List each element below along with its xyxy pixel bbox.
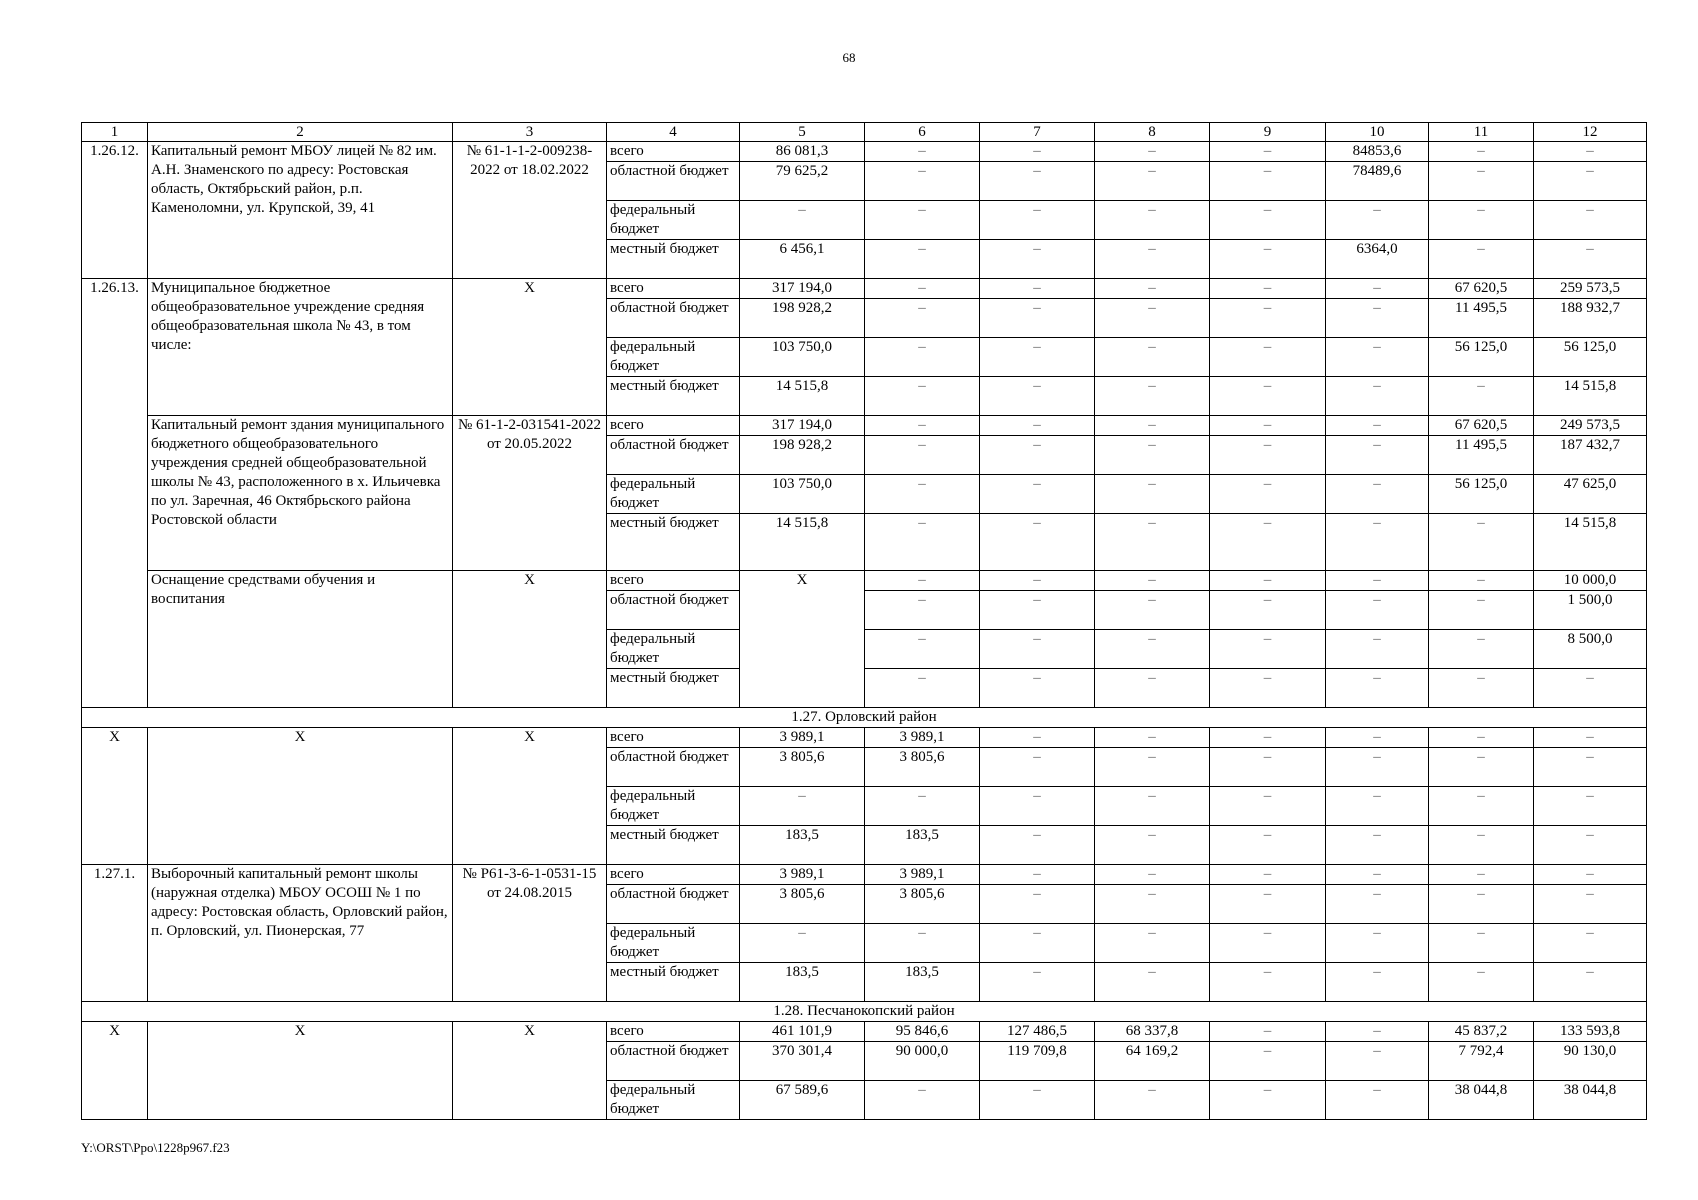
dash-cell: – (1210, 240, 1326, 279)
dash-cell: – (865, 475, 980, 514)
source-label: местный бюджет (607, 240, 740, 279)
dash-cell: – (1326, 826, 1429, 865)
column-header-6: 6 (865, 123, 980, 142)
dash-cell: – (865, 377, 980, 416)
dash-cell: – (1210, 963, 1326, 1002)
dash-cell: – (1534, 240, 1647, 279)
table-row (82, 279, 1647, 299)
dash-cell: – (865, 787, 980, 826)
dash-cell: – (865, 669, 980, 708)
dash-cell: – (1429, 826, 1534, 865)
dash-cell: – (865, 240, 980, 279)
source-label: всего (607, 865, 740, 885)
value-cell: 3 805,6 (740, 885, 865, 924)
dash-cell: – (1095, 885, 1210, 924)
dash-cell: – (980, 436, 1095, 475)
dash-cell: – (980, 630, 1095, 669)
dash-cell: – (1326, 728, 1429, 748)
column-header-1: 1 (82, 123, 148, 142)
source-label: федеральный бюджет (607, 201, 740, 240)
dash-cell: – (1429, 591, 1534, 630)
dash-cell: – (1095, 826, 1210, 865)
dash-cell: – (1095, 162, 1210, 201)
column-header-2: 2 (148, 123, 453, 142)
dash-cell: – (1429, 377, 1534, 416)
table-row (82, 1022, 1647, 1042)
dash-cell: – (1534, 201, 1647, 240)
dash-cell: – (1095, 865, 1210, 885)
dash-cell: – (980, 591, 1095, 630)
dash-cell: – (1210, 669, 1326, 708)
dash-cell: – (980, 1081, 1095, 1120)
section-title: 1.28. Песчанокопский район (82, 1002, 1647, 1022)
dash-cell: – (1326, 591, 1429, 630)
dash-cell: – (1429, 924, 1534, 963)
value-cell: 67 620,5 (1429, 416, 1534, 436)
dash-cell: – (1095, 514, 1210, 571)
dash-cell: – (980, 924, 1095, 963)
table-row (82, 142, 1647, 162)
dash-cell: – (1210, 299, 1326, 338)
value-cell: 3 989,1 (740, 865, 865, 885)
source-label: областной бюджет (607, 748, 740, 787)
dash-cell: – (980, 728, 1095, 748)
source-label: всего (607, 1022, 740, 1042)
column-header-7: 7 (980, 123, 1095, 142)
dash-cell: – (1210, 475, 1326, 514)
source-label: областной бюджет (607, 1042, 740, 1081)
dash-cell: – (865, 630, 980, 669)
value-cell: 3 989,1 (740, 728, 865, 748)
item-name: Капитальный ремонт здания муниципального бюджетного общеобразовательного учреждения средней общеобразовательной школы № 43, расположенного в х. Ильичевка по ул. Заречная, 46 Октябрьского района Ростовской области (148, 416, 453, 571)
dash-cell: – (1210, 728, 1326, 748)
value-cell: 67 620,5 (1429, 279, 1534, 299)
dash-cell: – (1326, 1022, 1429, 1042)
column-header-8: 8 (1095, 123, 1210, 142)
dash-cell: – (1429, 162, 1534, 201)
dash-cell: – (1095, 630, 1210, 669)
dash-cell: – (980, 279, 1095, 299)
dash-cell: – (1534, 728, 1647, 748)
dash-cell: – (1429, 571, 1534, 591)
value-cell: 68 337,8 (1095, 1022, 1210, 1042)
dash-cell: – (1326, 377, 1429, 416)
table-row (82, 708, 1647, 728)
item-document: № 61-1-2-031541-2022 от 20.05.2022 (453, 416, 607, 571)
value-cell: 47 625,0 (1534, 475, 1647, 514)
dash-cell: – (1326, 279, 1429, 299)
dash-cell: – (1326, 885, 1429, 924)
source-label: всего (607, 416, 740, 436)
dash-cell: – (1429, 240, 1534, 279)
value-cell: 45 837,2 (1429, 1022, 1534, 1042)
dash-cell: – (1210, 416, 1326, 436)
dash-cell: – (865, 436, 980, 475)
dash-cell: – (1210, 162, 1326, 201)
value-cell: 38 044,8 (1429, 1081, 1534, 1120)
source-label: федеральный бюджет (607, 787, 740, 826)
dash-cell: – (980, 787, 1095, 826)
value-cell: 103 750,0 (740, 338, 865, 377)
value-cell: 64 169,2 (1095, 1042, 1210, 1081)
value-cell: 183,5 (865, 963, 980, 1002)
dash-cell: – (1210, 338, 1326, 377)
dash-cell: – (1326, 338, 1429, 377)
value-cell: 3 989,1 (865, 865, 980, 885)
dash-cell: – (980, 963, 1095, 1002)
value-cell: 14 515,8 (1534, 514, 1647, 571)
dash-cell: – (865, 162, 980, 201)
table-row (82, 865, 1647, 885)
value-cell: 3 805,6 (865, 885, 980, 924)
dash-cell: – (1210, 1081, 1326, 1120)
dash-cell: – (1210, 591, 1326, 630)
source-label: областной бюджет (607, 436, 740, 475)
dash-cell: – (740, 787, 865, 826)
dash-cell: – (1095, 669, 1210, 708)
item-document: X (453, 279, 607, 416)
dash-cell: – (1095, 924, 1210, 963)
source-label: местный бюджет (607, 377, 740, 416)
dash-cell: – (1429, 787, 1534, 826)
source-label: федеральный бюджет (607, 1081, 740, 1120)
dash-cell: – (1095, 201, 1210, 240)
item-document: № Р61-3-6-1-0531-15 от 24.08.2015 (453, 865, 607, 1002)
dash-cell: – (1326, 571, 1429, 591)
table-body (82, 123, 1647, 1120)
dash-cell: – (1326, 1081, 1429, 1120)
dash-cell: – (1326, 865, 1429, 885)
dash-cell: – (1429, 669, 1534, 708)
source-label: федеральный бюджет (607, 475, 740, 514)
dash-cell: – (865, 924, 980, 963)
dash-cell: – (865, 338, 980, 377)
item-document: X (453, 571, 607, 708)
dash-cell: – (980, 514, 1095, 571)
dash-cell: – (1210, 826, 1326, 865)
dash-cell: – (1534, 826, 1647, 865)
dash-cell: – (1326, 787, 1429, 826)
value-cell: 95 846,6 (865, 1022, 980, 1042)
section-title: 1.27. Орловский район (82, 708, 1647, 728)
table-row (82, 728, 1647, 748)
dash-cell: – (1429, 885, 1534, 924)
dash-cell: – (1210, 436, 1326, 475)
value-cell: 370 301,4 (740, 1042, 865, 1081)
table-row (82, 416, 1647, 436)
source-label: областной бюджет (607, 299, 740, 338)
dash-cell: – (1326, 416, 1429, 436)
value-cell: 78489,6 (1326, 162, 1429, 201)
value-cell: 79 625,2 (740, 162, 865, 201)
value-cell: 11 495,5 (1429, 436, 1534, 475)
dash-cell: – (1326, 201, 1429, 240)
dash-cell: – (1095, 142, 1210, 162)
dash-cell: – (1534, 748, 1647, 787)
source-label: федеральный бюджет (607, 338, 740, 377)
dash-cell: – (980, 377, 1095, 416)
dash-cell: – (865, 279, 980, 299)
value-cell: 127 486,5 (980, 1022, 1095, 1042)
dash-cell: – (1095, 748, 1210, 787)
value-cell: 38 044,8 (1534, 1081, 1647, 1120)
item-name: Капитальный ремонт МБОУ лицей № 82 им. А.Н. Знаменского по адресу: Ростовская область, Октябрьский район, р.п. Каменоломни, ул. Крупской, 39, 41 (148, 142, 453, 279)
value-cell: 11 495,5 (1429, 299, 1534, 338)
dash-cell: – (1095, 338, 1210, 377)
source-label: всего (607, 728, 740, 748)
dash-cell: – (1326, 1042, 1429, 1081)
source-label: всего (607, 279, 740, 299)
x-mark: X (453, 1022, 607, 1120)
value-cell: 183,5 (740, 826, 865, 865)
dash-cell: – (1429, 963, 1534, 1002)
dash-cell: – (1326, 924, 1429, 963)
dash-cell: – (1210, 514, 1326, 571)
value-cell: 103 750,0 (740, 475, 865, 514)
dash-cell: – (980, 669, 1095, 708)
value-cell: 187 432,7 (1534, 436, 1647, 475)
dash-cell: – (980, 240, 1095, 279)
dash-cell: – (1326, 963, 1429, 1002)
source-label: местный бюджет (607, 826, 740, 865)
dash-cell: – (1095, 728, 1210, 748)
dash-cell: – (1534, 162, 1647, 201)
x-mark: X (148, 1022, 453, 1120)
dash-cell: – (1534, 865, 1647, 885)
table-row (82, 123, 1647, 142)
value-cell: 86 081,3 (740, 142, 865, 162)
dash-cell: – (1429, 865, 1534, 885)
dash-cell: – (1210, 1042, 1326, 1081)
dash-cell: – (1210, 142, 1326, 162)
dash-cell: – (1326, 630, 1429, 669)
dash-cell: – (1095, 475, 1210, 514)
dash-cell: – (980, 865, 1095, 885)
item-number: 1.27.1. (82, 865, 148, 1002)
value-cell: 14 515,8 (1534, 377, 1647, 416)
dash-cell: – (1326, 299, 1429, 338)
item-name: Выборочный капитальный ремонт школы (наружная отделка) МБОУ ОСОШ № 1 по адресу: Ростовская область, Орловский район, п. Орловский, ул. Пионерская, 77 (148, 865, 453, 1002)
dash-cell: – (865, 416, 980, 436)
dash-cell: – (1534, 787, 1647, 826)
budget-table (81, 122, 1647, 1120)
budget-table-wrapper (81, 122, 1647, 1120)
column-header-10: 10 (1326, 123, 1429, 142)
value-cell: 90 000,0 (865, 1042, 980, 1081)
dash-cell: – (865, 299, 980, 338)
value-cell: 183,5 (865, 826, 980, 865)
dash-cell: – (1095, 787, 1210, 826)
dash-cell: – (740, 924, 865, 963)
source-label: федеральный бюджет (607, 630, 740, 669)
value-cell: 133 593,8 (1534, 1022, 1647, 1042)
dash-cell: – (1210, 377, 1326, 416)
dash-cell: – (1210, 748, 1326, 787)
x-mark: X (453, 728, 607, 865)
dash-cell: – (1429, 201, 1534, 240)
dash-cell: – (865, 591, 980, 630)
dash-cell: – (980, 748, 1095, 787)
dash-cell: – (865, 571, 980, 591)
dash-cell: – (1095, 377, 1210, 416)
column-header-12: 12 (1534, 123, 1647, 142)
dash-cell: – (1210, 571, 1326, 591)
dash-cell: – (1326, 669, 1429, 708)
value-cell: 188 932,7 (1534, 299, 1647, 338)
dash-cell: – (1534, 963, 1647, 1002)
source-label: местный бюджет (607, 963, 740, 1002)
item-document: № 61-1-1-2-009238-2022 от 18.02.2022 (453, 142, 607, 279)
dash-cell: – (1429, 514, 1534, 571)
footer-path: Y:\ORST\Ppo\1228p967.f23 (81, 1140, 230, 1155)
value-cell: 183,5 (740, 963, 865, 1002)
dash-cell: – (1210, 865, 1326, 885)
page-number: 68 (842, 50, 856, 65)
dash-cell: – (865, 142, 980, 162)
dash-cell: – (980, 201, 1095, 240)
dash-cell: – (1095, 416, 1210, 436)
dash-cell: – (1095, 436, 1210, 475)
value-cell: 3 989,1 (865, 728, 980, 748)
dash-cell: – (1326, 475, 1429, 514)
item-number: 1.26.12. (82, 142, 148, 279)
item-name: Оснащение средствами обучения и воспитания (148, 571, 453, 708)
value-cell: 249 573,5 (1534, 416, 1647, 436)
dash-cell: – (1210, 630, 1326, 669)
value-cell: 56 125,0 (1429, 338, 1534, 377)
dash-cell: – (865, 201, 980, 240)
value-cell: 317 194,0 (740, 416, 865, 436)
column-header-11: 11 (1429, 123, 1534, 142)
dash-cell: – (980, 142, 1095, 162)
x-mark: X (82, 728, 148, 865)
x-mark: X (148, 728, 453, 865)
value-cell: 317 194,0 (740, 279, 865, 299)
dash-cell: – (1095, 240, 1210, 279)
table-row (82, 571, 1647, 591)
source-label: областной бюджет (607, 162, 740, 201)
dash-cell: – (980, 885, 1095, 924)
dash-cell: – (980, 162, 1095, 201)
dash-cell: – (1210, 1022, 1326, 1042)
value-cell: 198 928,2 (740, 436, 865, 475)
dash-cell: – (1095, 299, 1210, 338)
dash-cell: – (1210, 787, 1326, 826)
source-label: всего (607, 142, 740, 162)
source-label: всего (607, 571, 740, 591)
item-name: Муниципальное бюджетное общеобразовательное учреждение средняя общеобразовательная школа № 43, в том числе: (148, 279, 453, 416)
dash-cell: – (980, 299, 1095, 338)
source-label: областной бюджет (607, 591, 740, 630)
value-cell: 6364,0 (1326, 240, 1429, 279)
dash-cell: – (1326, 514, 1429, 571)
dash-cell: – (980, 416, 1095, 436)
dash-cell: – (1534, 924, 1647, 963)
dash-cell: – (740, 201, 865, 240)
dash-cell: – (1210, 885, 1326, 924)
value-cell: 56 125,0 (1534, 338, 1647, 377)
dash-cell: – (1095, 963, 1210, 1002)
dash-cell: – (980, 826, 1095, 865)
source-label: областной бюджет (607, 885, 740, 924)
value-cell: 8 500,0 (1534, 630, 1647, 669)
dash-cell: – (1534, 885, 1647, 924)
dash-cell: – (1210, 924, 1326, 963)
dash-cell: – (1210, 201, 1326, 240)
dash-cell: – (980, 571, 1095, 591)
column-header-3: 3 (453, 123, 607, 142)
value-cell: 119 709,8 (980, 1042, 1095, 1081)
dash-cell: – (1429, 748, 1534, 787)
dash-cell: – (1429, 142, 1534, 162)
dash-cell: – (1429, 630, 1534, 669)
dash-cell: – (1095, 1081, 1210, 1120)
dash-cell: – (1326, 748, 1429, 787)
value-cell: X (740, 571, 865, 708)
value-cell: 3 805,6 (740, 748, 865, 787)
value-cell: 1 500,0 (1534, 591, 1647, 630)
column-header-9: 9 (1210, 123, 1326, 142)
dash-cell: – (1095, 591, 1210, 630)
value-cell: 461 101,9 (740, 1022, 865, 1042)
dash-cell: – (1095, 571, 1210, 591)
dash-cell: – (980, 338, 1095, 377)
value-cell: 56 125,0 (1429, 475, 1534, 514)
dash-cell: – (1534, 669, 1647, 708)
value-cell: 7 792,4 (1429, 1042, 1534, 1081)
value-cell: 84853,6 (1326, 142, 1429, 162)
value-cell: 6 456,1 (740, 240, 865, 279)
column-header-5: 5 (740, 123, 865, 142)
dash-cell: – (865, 514, 980, 571)
table-row (82, 1002, 1647, 1022)
dash-cell: – (1326, 436, 1429, 475)
column-header-4: 4 (607, 123, 740, 142)
value-cell: 14 515,8 (740, 514, 865, 571)
value-cell: 3 805,6 (865, 748, 980, 787)
value-cell: 90 130,0 (1534, 1042, 1647, 1081)
source-label: федеральный бюджет (607, 924, 740, 963)
dash-cell: – (865, 1081, 980, 1120)
value-cell: 259 573,5 (1534, 279, 1647, 299)
source-label: местный бюджет (607, 669, 740, 708)
value-cell: 10 000,0 (1534, 571, 1647, 591)
item-number: 1.26.13. (82, 279, 148, 708)
dash-cell: – (1429, 728, 1534, 748)
value-cell: 67 589,6 (740, 1081, 865, 1120)
dash-cell: – (1534, 142, 1647, 162)
dash-cell: – (1095, 279, 1210, 299)
source-label: местный бюджет (607, 514, 740, 571)
dash-cell: – (980, 475, 1095, 514)
dash-cell: – (1210, 279, 1326, 299)
value-cell: 198 928,2 (740, 299, 865, 338)
x-mark: X (82, 1022, 148, 1120)
value-cell: 14 515,8 (740, 377, 865, 416)
